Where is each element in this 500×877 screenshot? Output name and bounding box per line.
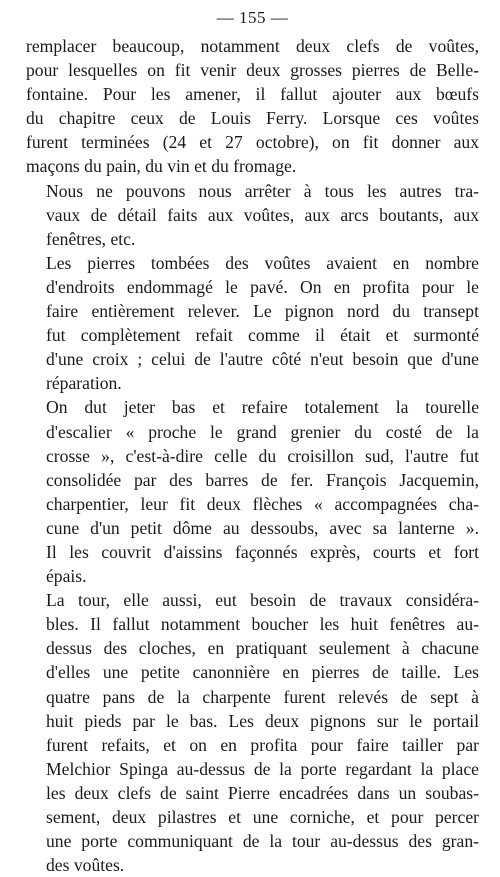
paragraph xyxy=(26,179,479,251)
text-line: cune d'un petit dôme au dessoubs, avec sa lanterne ». xyxy=(46,517,479,538)
text-line: fenêtres, etc. xyxy=(46,228,136,249)
paragraph xyxy=(26,588,479,877)
text-line: furent terminées (24 et 27 octobre), on fit donner aux xyxy=(26,132,479,153)
text-line: sement, deux pilastres et une corniche, et pour percer xyxy=(46,807,479,827)
text-line: les deux clefs de saint Pierre encadrées dans un soubas- xyxy=(46,782,479,803)
text-line: dessus des cloches, en pratiquant seulement à chacune xyxy=(46,638,479,659)
text-line: Nous ne pouvons nous arrêter à tous les autres tra- xyxy=(46,180,479,201)
text-line: réparation. xyxy=(46,373,122,394)
text-line: d'endroits endommagé le pavé. On en profita pour le xyxy=(46,276,479,297)
text-line: charpentier, leur fit deux flèches « accompagnées cha- xyxy=(46,493,479,514)
text-line: fut complètement refait comme il était et surmonté xyxy=(46,325,479,346)
text-line: épais. xyxy=(46,566,87,587)
text-line: une porte communiquant de la tour au-dessus des gran- xyxy=(46,831,479,852)
paragraph xyxy=(26,34,479,179)
paragraph xyxy=(26,395,479,588)
text-line: remplacer beaucoup, notamment deux clefs de voûtes, xyxy=(26,36,479,56)
paragraph xyxy=(26,251,479,396)
text-line: maçons du pain, du vin et du fromage. xyxy=(26,156,297,177)
text-line: d'elles une petite canonnière en pierres de taille. Les xyxy=(46,662,479,683)
text-line: Melchior Spinga au-dessus de la porte regardant la place xyxy=(46,758,479,779)
text-line: La tour, elle aussi, eut besoin de travaux considéra- xyxy=(46,590,479,611)
text-line: bles. Il fallut notamment boucher les huit fenêtres au- xyxy=(46,614,479,635)
text-line: pour lesquelles on fit venir deux grosses pierres de Belle- xyxy=(26,60,479,81)
text-line: faire entièrement relever. Le pignon nord du transept xyxy=(46,301,479,322)
text-line: du chapitre ceux de Louis Ferry. Lorsque ces voûtes xyxy=(26,108,479,129)
text-line: fontaine. Pour les amener, il fallut ajouter aux bœufs xyxy=(26,84,479,105)
text-line: d'escalier « proche le grand grenier du costé de la xyxy=(46,421,479,442)
text-line: d'une croix ; celui de l'autre côté n'eut besoin que d'une xyxy=(46,349,479,370)
book-page xyxy=(26,8,479,877)
text-line: furent refaits, et on en profita pour faire tailler par xyxy=(46,734,479,755)
text-line: On dut jeter bas et refaire totalement la tourelle xyxy=(46,397,479,418)
text-line: Les pierres tombées des voûtes avaient en nombre xyxy=(46,252,479,273)
text-line: des voûtes. xyxy=(46,855,125,876)
text-line: crosse », c'est-à-dire celle du croisillon sud, l'autre fut xyxy=(46,445,479,466)
text-line: quatre pans de la charpente furent relevés de sept à xyxy=(46,686,479,707)
text-line: Il les couvrit d'aissins façonnés exprès, courts et fort xyxy=(46,541,479,562)
text-line: huit pieds par le bas. Les deux pignons sur le portail xyxy=(46,710,479,731)
text-line: vaux de détail faits aux voûtes, aux arcs boutants, aux xyxy=(46,204,479,225)
page-number: — 155 — xyxy=(216,8,289,27)
body-text xyxy=(26,34,479,877)
text-line: consolidée par des barres de fer. François Jacquemin, xyxy=(46,469,479,490)
